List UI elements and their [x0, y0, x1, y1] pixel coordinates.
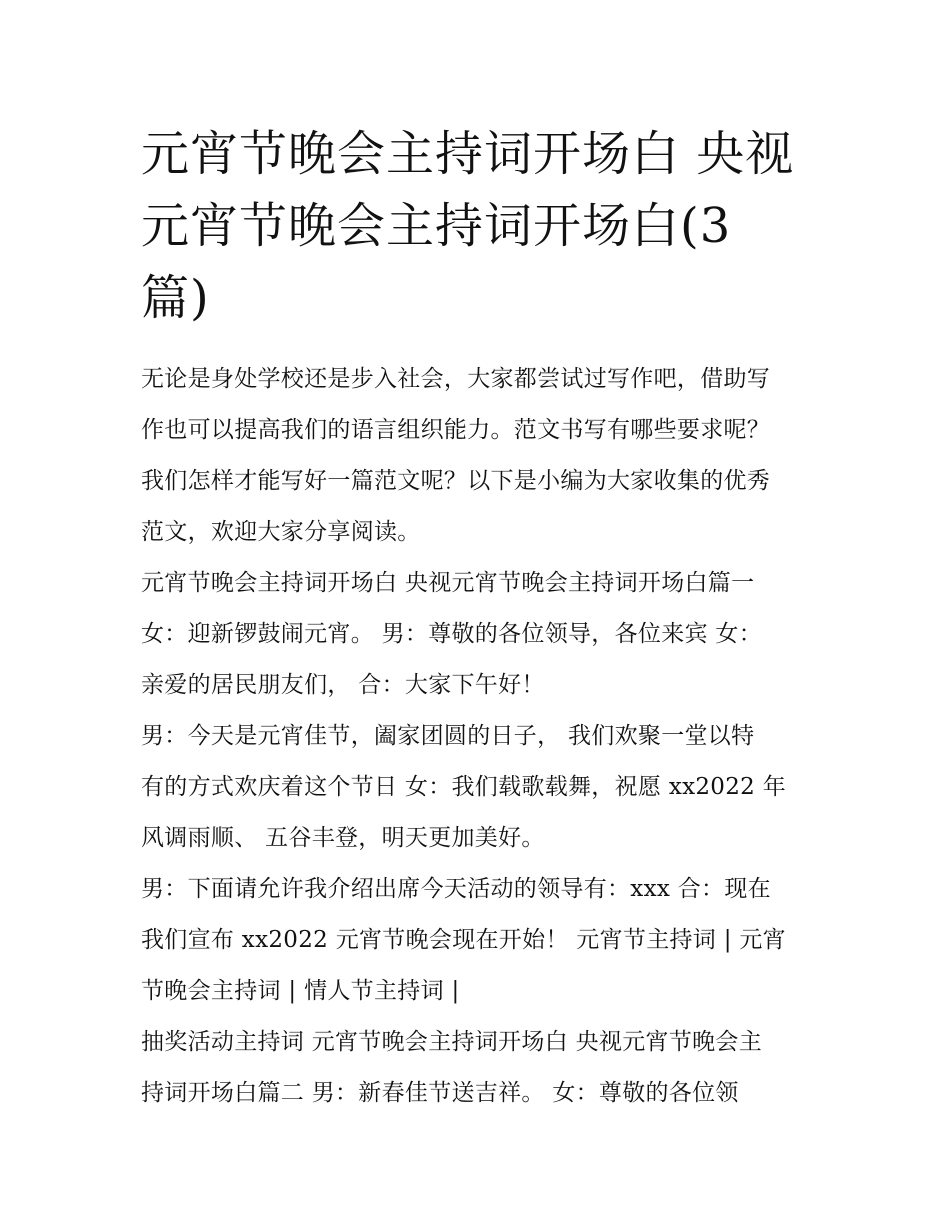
text-line: 男：今天是元宵佳节，阖家团圆的日子， 我们欢聚一堂以特: [141, 723, 755, 749]
paragraph-1: [141, 558, 821, 711]
text-line: 范文，欢迎大家分享阅读。: [141, 519, 421, 545]
text-line: 元宵节晚会主持词开场白 央视元宵节晚会主持词开场白篇一: [141, 570, 755, 596]
text-line: 男：下面请允许我介绍出席今天活动的领导有：xxx 合：现在: [141, 876, 771, 902]
text-line: 有的方式欢庆着这个节日 女：我们载歌载舞，祝愿 xx2022 年: [141, 774, 787, 800]
text-line: 亲爱的居民朋友们， 合：大家下午好！: [141, 672, 545, 698]
text-line: 节晚会主持词 | 情人节主持词 |: [141, 978, 460, 1004]
text-line: 无论是身处学校还是步入社会，大家都尝试过写作吧，借助写: [141, 366, 771, 392]
paragraph-3: [141, 864, 821, 1017]
title-line-1: 元宵节晚会主持词开场白 央视: [141, 126, 795, 182]
text-line: 我们宣布 xx2022 元宵节晚会现在开始！ 元宵节主持词 | 元宵: [141, 927, 786, 953]
title-line-3: 篇): [141, 270, 210, 326]
intro-paragraph: [141, 354, 821, 558]
text-line: 作也可以提高我们的语言组织能力。范文书写有哪些要求呢？: [141, 417, 771, 443]
text-line: 女：迎新锣鼓闹元宵。 男：尊敬的各位领导，各位来宾 女：: [141, 621, 763, 647]
document-body: [141, 354, 821, 1119]
paragraph-2: [141, 711, 821, 864]
text-line: 抽奖活动主持词 元宵节晚会主持词开场白 央视元宵节晚会主: [141, 1029, 763, 1055]
text-line: 持词开场白篇二 男：新春佳节送吉祥。 女：尊敬的各位领: [141, 1080, 739, 1106]
title-line-2: 元宵节晚会主持词开场白(3: [141, 198, 732, 254]
text-line: 我们怎样才能写好一篇范文呢？以下是小编为大家收集的优秀: [141, 468, 771, 494]
document-title: [141, 118, 821, 334]
paragraph-4: [141, 1017, 821, 1119]
text-line: 风调雨顺、 五谷丰登，明天更加美好。: [141, 825, 545, 851]
